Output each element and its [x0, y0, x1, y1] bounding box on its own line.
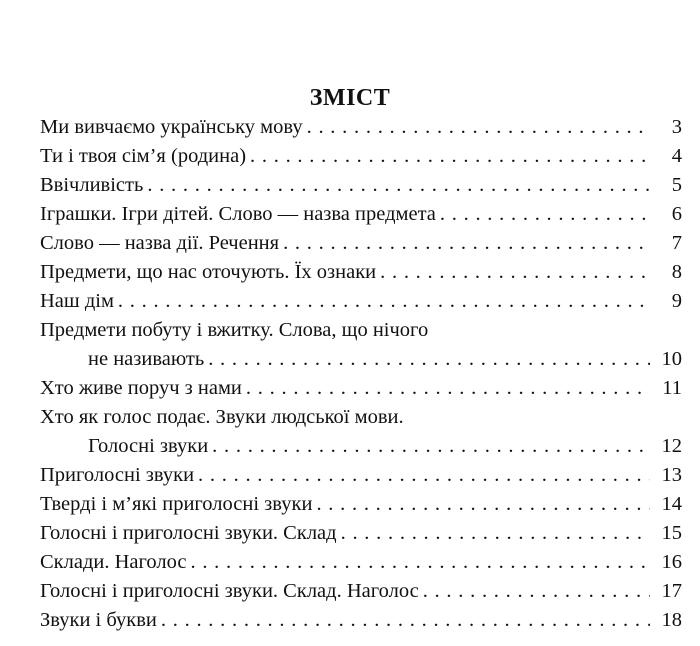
toc-entry-page: 12	[661, 435, 682, 457]
toc-entry	[40, 490, 682, 519]
toc-entry-text: не називають	[40, 345, 208, 374]
toc-entry	[40, 548, 682, 577]
toc-entry	[40, 461, 682, 490]
toc-entry-page: 14	[661, 493, 682, 515]
dot-leader	[307, 113, 650, 142]
toc-entry-text: Предмети побуту і вжитку. Слова, що нічого	[40, 319, 429, 341]
dot-leader	[118, 287, 650, 316]
toc-entry-page: 4	[671, 145, 682, 167]
toc-entry-page: 17	[661, 580, 682, 602]
toc-entry	[40, 113, 682, 142]
dot-leader	[147, 171, 650, 200]
dot-leader	[212, 432, 650, 461]
toc-entry	[40, 287, 682, 316]
toc-entry-text: Наш дім	[40, 287, 118, 316]
dot-leader	[246, 374, 650, 403]
table-of-contents	[40, 113, 682, 635]
toc-entry-text: Голосні звуки	[40, 432, 212, 461]
toc-entry-text: Хто живе поруч з нами	[40, 374, 246, 403]
toc-entry	[40, 229, 682, 258]
dot-leader	[283, 229, 650, 258]
toc-entry	[40, 606, 682, 635]
toc-entry	[40, 577, 682, 606]
toc-entry-page: 5	[671, 174, 682, 196]
toc-entry-text: Іграшки. Ігри дітей. Слово — назва предмета	[40, 200, 440, 229]
toc-entry	[40, 374, 682, 403]
toc-entry-text: Ми вивчаємо українську мову	[40, 113, 307, 142]
toc-entry-page: 16	[661, 551, 682, 573]
toc-entry	[40, 519, 682, 548]
toc-entry-text: Тверді і м’які приголосні звуки	[40, 490, 316, 519]
dot-leader	[423, 577, 650, 606]
toc-entry	[40, 258, 682, 287]
toc-entry-page: 18	[661, 609, 682, 631]
toc-entry	[40, 200, 682, 229]
toc-entry-page: 11	[662, 377, 682, 399]
dot-leader	[316, 490, 650, 519]
toc-entry-page: 15	[661, 522, 682, 544]
toc-entry	[40, 345, 682, 374]
toc-entry-first-line	[40, 316, 682, 345]
toc-entry-page: 7	[671, 232, 682, 254]
dot-leader	[161, 606, 650, 635]
dot-leader	[250, 142, 650, 171]
toc-entry-text: Голосні і приголосні звуки. Склад. Наголос	[40, 577, 423, 606]
toc-entry	[40, 142, 682, 171]
toc-entry-page: 9	[671, 290, 682, 312]
toc-entry-text: Предмети, що нас оточують. Їх ознаки	[40, 258, 380, 287]
dot-leader	[440, 200, 650, 229]
toc-entry-text: Голосні і приголосні звуки. Склад	[40, 519, 341, 548]
dot-leader	[198, 461, 650, 490]
toc-entry-first-line	[40, 403, 682, 432]
dot-leader	[341, 519, 650, 548]
toc-entry-text: Звуки і букви	[40, 606, 161, 635]
toc-entry	[40, 432, 682, 461]
toc-entry-page: 13	[661, 464, 682, 486]
toc-entry-text: Ввічливість	[40, 171, 147, 200]
toc-entry-page: 10	[661, 348, 682, 370]
toc-entry-page: 8	[671, 261, 682, 283]
toc-entry-text: Ти і твоя сім’я (родина)	[40, 142, 250, 171]
dot-leader	[380, 258, 650, 287]
toc-entry-page: 6	[671, 203, 682, 225]
toc-entry-text: Склади. Наголос	[40, 548, 190, 577]
toc-entry	[40, 171, 682, 200]
page-title: ЗМІСТ	[309, 85, 391, 111]
dot-leader	[190, 548, 650, 577]
toc-entry-text: Слово — назва дії. Речення	[40, 229, 283, 258]
toc-entry-text: Приголосні звуки	[40, 461, 198, 490]
toc-entry-page: 3	[671, 116, 682, 138]
dot-leader	[208, 345, 650, 374]
toc-entry-text: Хто як голос подає. Звуки людської мови.	[40, 406, 404, 428]
